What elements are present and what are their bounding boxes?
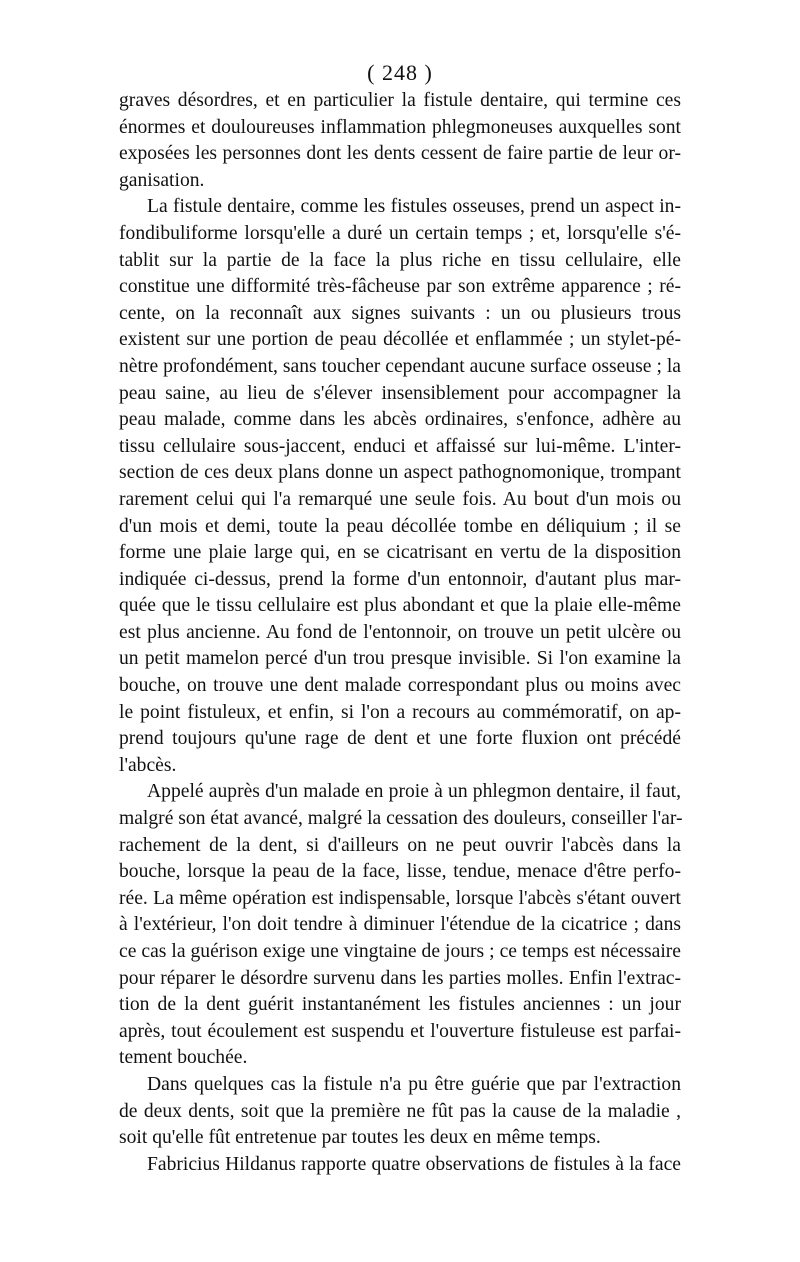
paragraph <box>119 194 681 779</box>
text-line: prend toujours qu'une rage de dent et une forte fluxion ont précédé <box>119 728 681 750</box>
text-line: graves désordres, et en particulier la fistule dentaire, qui termine ces <box>119 90 681 111</box>
text-line: tissu cellulaire sous-jaccent, enduci et affaissé sur lui-même. L'inter- <box>119 435 681 457</box>
text-line: pour réparer le désordre survenu dans les parties molles. Enfin l'extrac- <box>119 967 681 989</box>
paragraph <box>119 88 681 194</box>
page-number: ( 248 ) <box>367 60 433 85</box>
text-line: le point fistuleux, et enfin, si l'on a recours au commémoratif, on ap- <box>119 701 681 723</box>
text-line: est plus ancienne. Au fond de l'entonnoir, on trouve un petit ulcère ou <box>119 621 681 643</box>
paragraph <box>119 779 681 1072</box>
text-line: Dans quelques cas la fistule n'a pu être guérie que par l'extraction <box>147 1073 681 1095</box>
text-line: tablit sur la partie de la face la plus riche en tissu cellulaire, elle <box>119 249 681 271</box>
text-line: peau saine, au lieu de s'élever insensiblement pour accompagner la <box>119 382 681 404</box>
text-line: tion de la dent guérit instantanément les fistules anciennes : un jour <box>119 994 681 1016</box>
text-line: forme une plaie large qui, en se cicatrisant en vertu de la disposition <box>119 542 681 564</box>
text-line: ganisation. <box>119 169 205 191</box>
text-line: section de ces deux plans donne un aspect pathognomonique, trompant <box>119 462 681 484</box>
text-line: rarement celui qui l'a remarqué une seule fois. Au bout d'un mois ou <box>119 488 681 510</box>
paragraph <box>119 1072 681 1152</box>
text-line: bouche, on trouve une dent malade correspondant plus ou moins avec <box>119 675 681 697</box>
text-line: d'un mois et demi, toute la peau décollée tombe en déliquium ; il se <box>119 515 681 537</box>
text-line: tement bouchée. <box>119 1047 248 1069</box>
text-line: peau malade, comme dans les abcès ordinaires, s'enfonce, adhère au <box>119 409 681 431</box>
text-line: rachement de la dent, si d'ailleurs on ne peut ouvrir l'abcès dans la <box>119 834 681 856</box>
body-text <box>119 88 681 1178</box>
text-line: existent sur une portion de peau décollée et enflammée ; un stylet-pé- <box>119 329 681 351</box>
text-line: Appelé auprès d'un malade en proie à un phlegmon dentaire, il faut, <box>147 781 681 803</box>
text-line: énormes et douloureuses inflammation phlegmoneuses auxquelles sont <box>119 116 681 138</box>
text-line: quée que le tissu cellulaire est plus abondant et que la plaie elle-même <box>119 595 681 617</box>
text-line: indiquée ci-dessus, prend la forme d'un entonnoir, d'autant plus mar- <box>119 568 681 590</box>
text-line: malgré son état avancé, malgré la cessation des douleurs, conseiller l'ar- <box>119 808 683 830</box>
text-line: nètre profondément, sans toucher cependant aucune surface osseuse ; la <box>119 355 681 377</box>
paragraph <box>119 1152 681 1179</box>
text-line: Fabricius Hildanus rapporte quatre observations de fistules à la face <box>147 1153 681 1175</box>
text-line: cente, on la reconnaît aux signes suivants : un ou plusieurs trous <box>119 302 681 324</box>
text-line: ce cas la guérison exige une vingtaine de jours ; ce temps est nécessaire <box>119 941 681 962</box>
text-line: bouche, lorsque la peau de la face, lisse, tendue, menace d'être perfo- <box>119 861 681 883</box>
text-line: à l'extérieur, l'on doit tendre à diminuer l'étendue de la cicatrice ; dans <box>119 914 681 936</box>
text-line: constitue une difformité très-fâcheuse par son extrême apparence ; ré- <box>119 276 681 298</box>
text-line: après, tout écoulement est suspendu et l'ouverture fistuleuse est parfai- <box>119 1020 681 1042</box>
text-line: exposées les personnes dont les dents cessent de faire partie de leur or- <box>119 143 681 165</box>
text-line: soit qu'elle fût entretenue par toutes les deux en même temps. <box>119 1127 601 1149</box>
text-line: de deux dents, soit que la première ne fût pas la cause de la maladie , <box>119 1100 681 1122</box>
text-line: La fistule dentaire, comme les fistules osseuses, prend un aspect in- <box>147 196 681 218</box>
text-line: rée. La même opération est indispensable, lorsque l'abcès s'étant ouvert <box>119 887 681 909</box>
text-line: fondibuliforme lorsqu'elle a duré un certain temps ; et, lorsqu'elle s'é- <box>119 222 681 244</box>
text-line: l'abcès. <box>119 754 177 776</box>
text-line: un petit mamelon percé d'un trou presque invisible. Si l'on examine la <box>119 648 681 670</box>
